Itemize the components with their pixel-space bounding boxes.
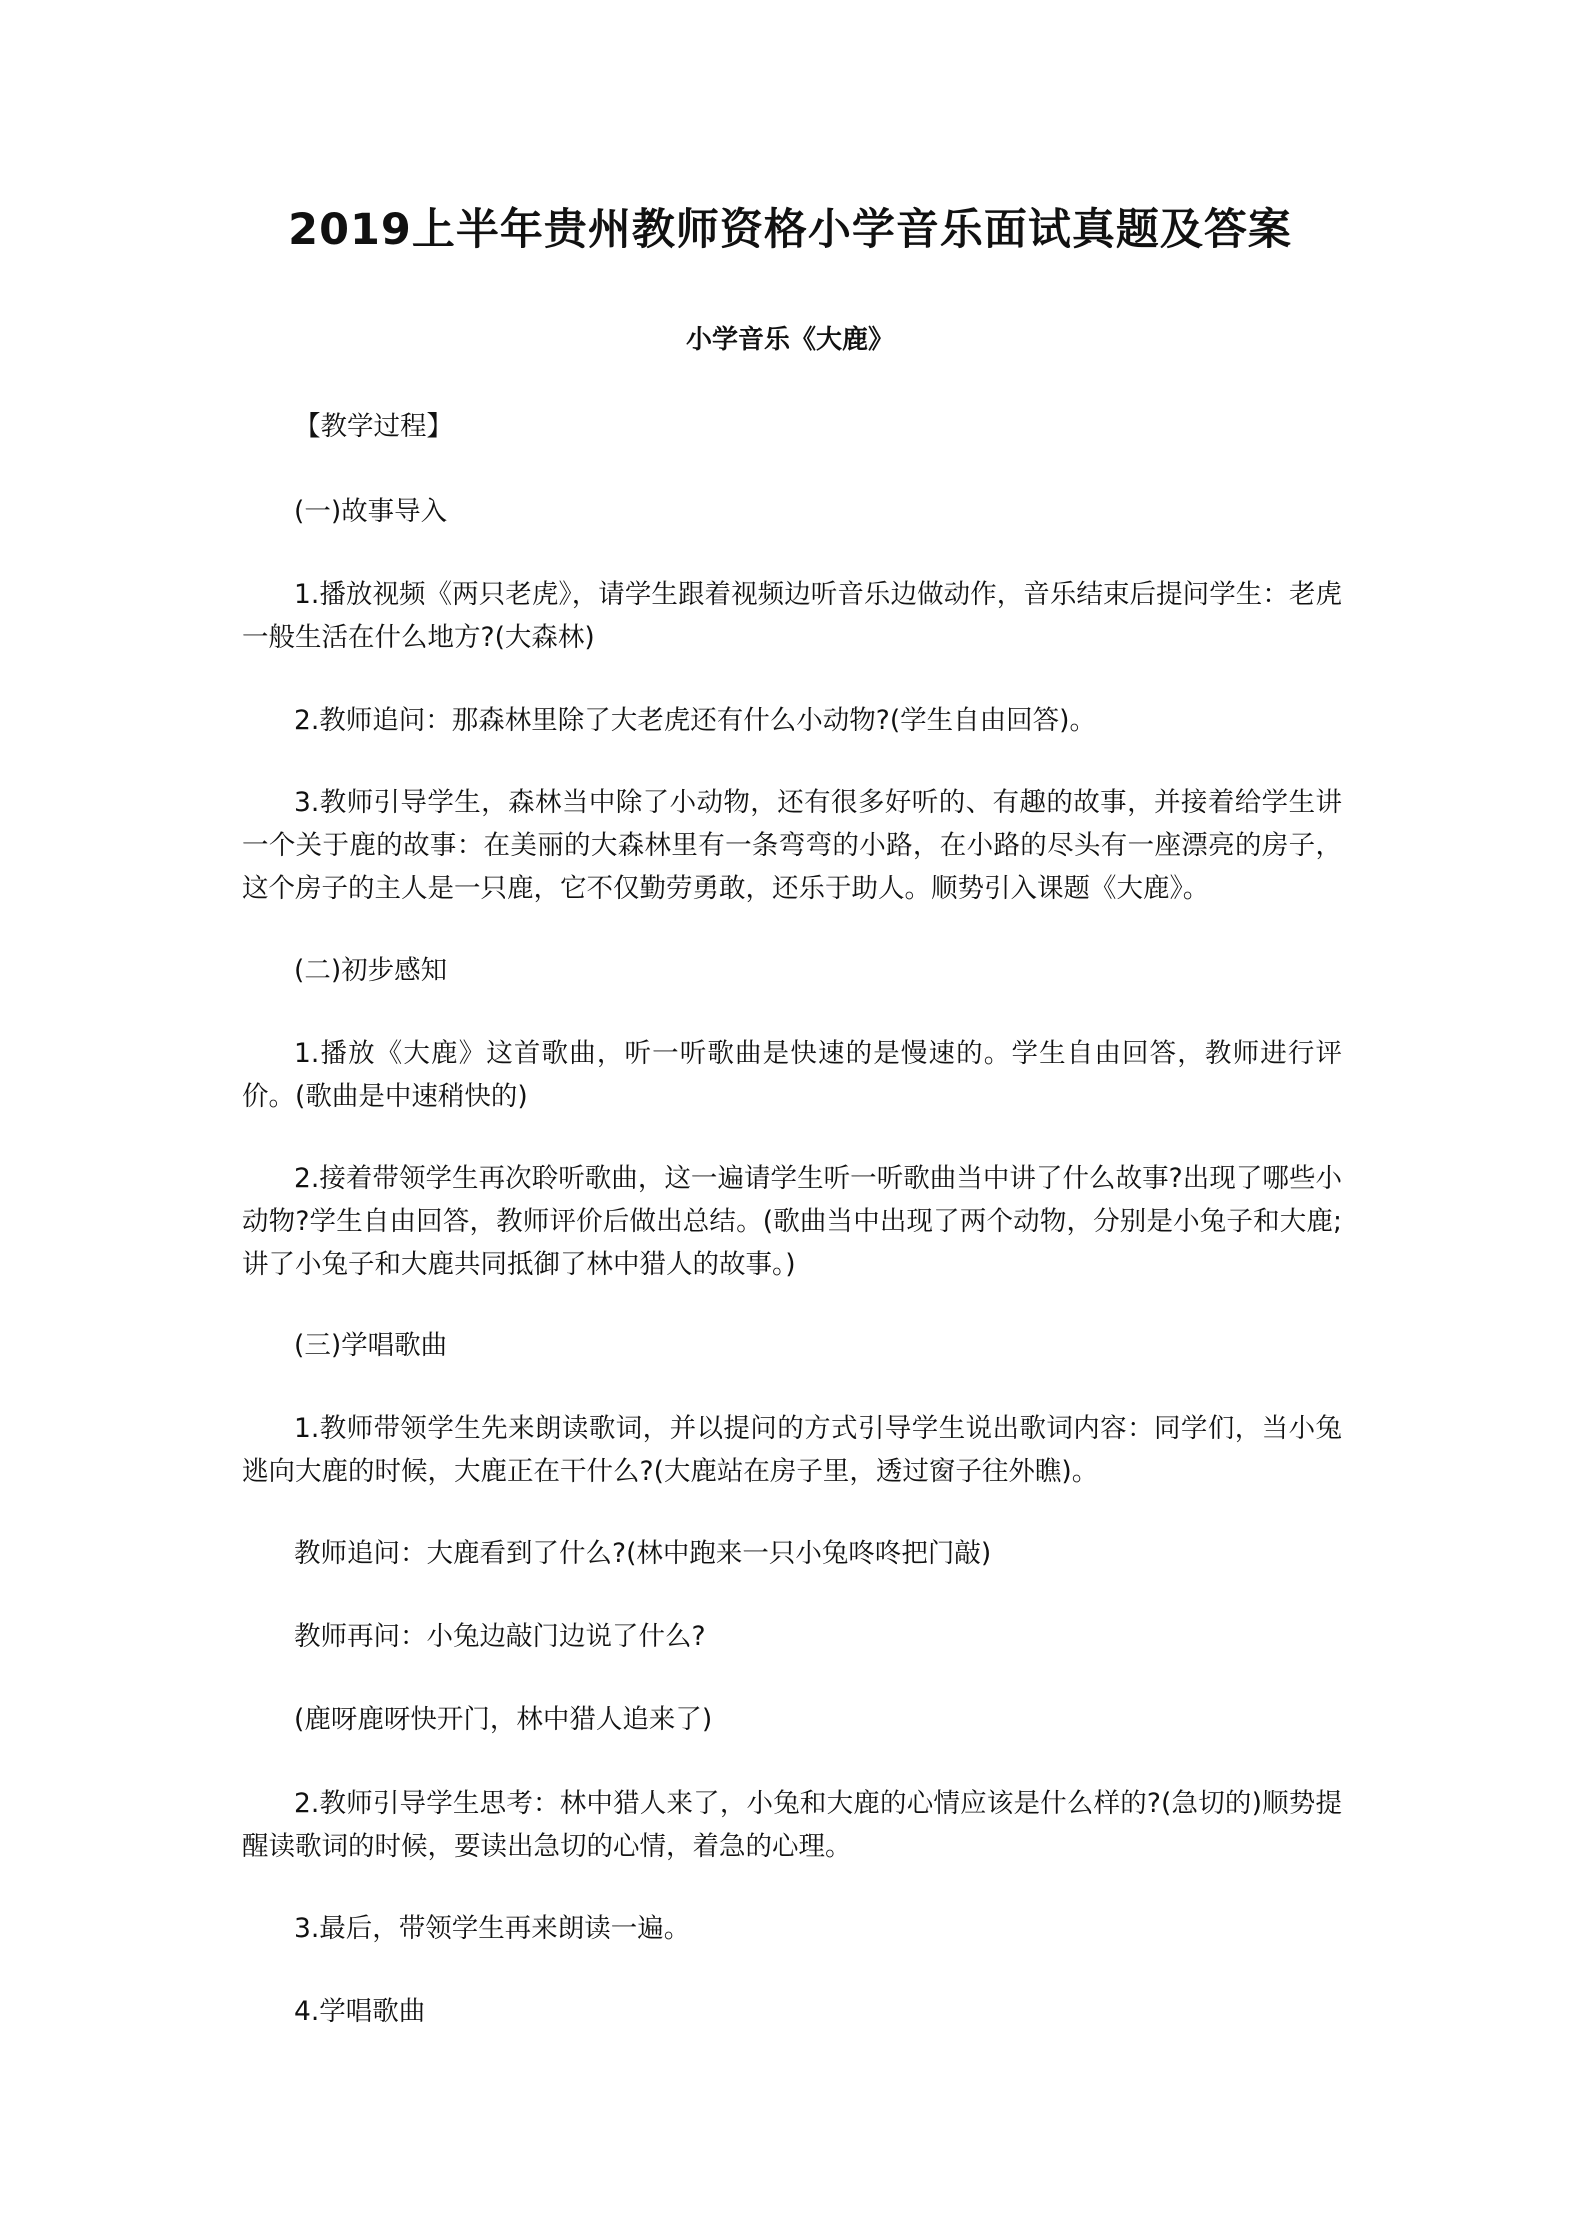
paragraph: 2.接着带领学生再次聆听歌曲，这一遍请学生听一听歌曲当中讲了什么故事?出现了哪些小动物?学生自由回答，教师评价后做出总结。(歌曲当中出现了两个动物，分别是小兔子和大鹿;讲了小兔子和大鹿共同抵御了林中猎人的故事。): [242, 1163, 1342, 1280]
paragraph: 2.教师追问：那森林里除了大老虎还有什么小动物?(学生自由回答)。: [294, 705, 1097, 736]
paragraph: 1.播放《大鹿》这首歌曲，听一听歌曲是快速的是慢速的。学生自由回答，教师进行评价。(歌曲是中速稍快的): [242, 1038, 1342, 1112]
paragraph: 4.学唱歌曲: [294, 1996, 426, 2027]
paragraph: 2.教师引导学生思考：林中猎人来了，小兔和大鹿的心情应该是什么样的?(急切的)顺势提醒读歌词的时候，要读出急切的心情，着急的心理。: [242, 1788, 1342, 1862]
paragraph: (鹿呀鹿呀快开门，林中猎人追来了): [294, 1704, 713, 1735]
section-heading-teaching-process: 【教学过程】: [294, 411, 453, 442]
section-heading-initial-perception: (二)初步感知: [294, 955, 448, 986]
document-title: 2019上半年贵州教师资格小学音乐面试真题及答案: [288, 205, 1292, 255]
paragraph: 1.教师带领学生先来朗读歌词，并以提问的方式引导学生说出歌词内容：同学们，当小兔逃向大鹿的时候，大鹿正在干什么?(大鹿站在房子里，透过窗子往外瞧)。: [242, 1413, 1342, 1487]
paragraph: 3.教师引导学生，森林当中除了小动物，还有很多好听的、有趣的故事，并接着给学生讲一个关于鹿的故事：在美丽的大森林里有一条弯弯的小路，在小路的尽头有一座漂亮的房子，这个房子的主人是一只鹿，它不仅勤劳勇敢，还乐于助人。顺势引入课题《大鹿》。: [242, 787, 1342, 904]
paragraph: 1.播放视频《两只老虎》，请学生跟着视频边听音乐边做动作，音乐结束后提问学生：老虎一般生活在什么地方?(大森林): [242, 579, 1342, 653]
paragraph: 教师追问：大鹿看到了什么?(林中跑来一只小兔咚咚把门敲): [294, 1538, 992, 1569]
paragraph: 教师再问：小兔边敲门边说了什么?: [294, 1621, 706, 1652]
section-heading-learn-song: (三)学唱歌曲: [294, 1330, 448, 1361]
paragraph: 3.最后，带领学生再来朗读一遍。: [294, 1913, 691, 1944]
section-heading-story-intro: (一)故事导入: [294, 496, 448, 527]
lesson-subtitle: 小学音乐《大鹿》: [685, 325, 894, 355]
